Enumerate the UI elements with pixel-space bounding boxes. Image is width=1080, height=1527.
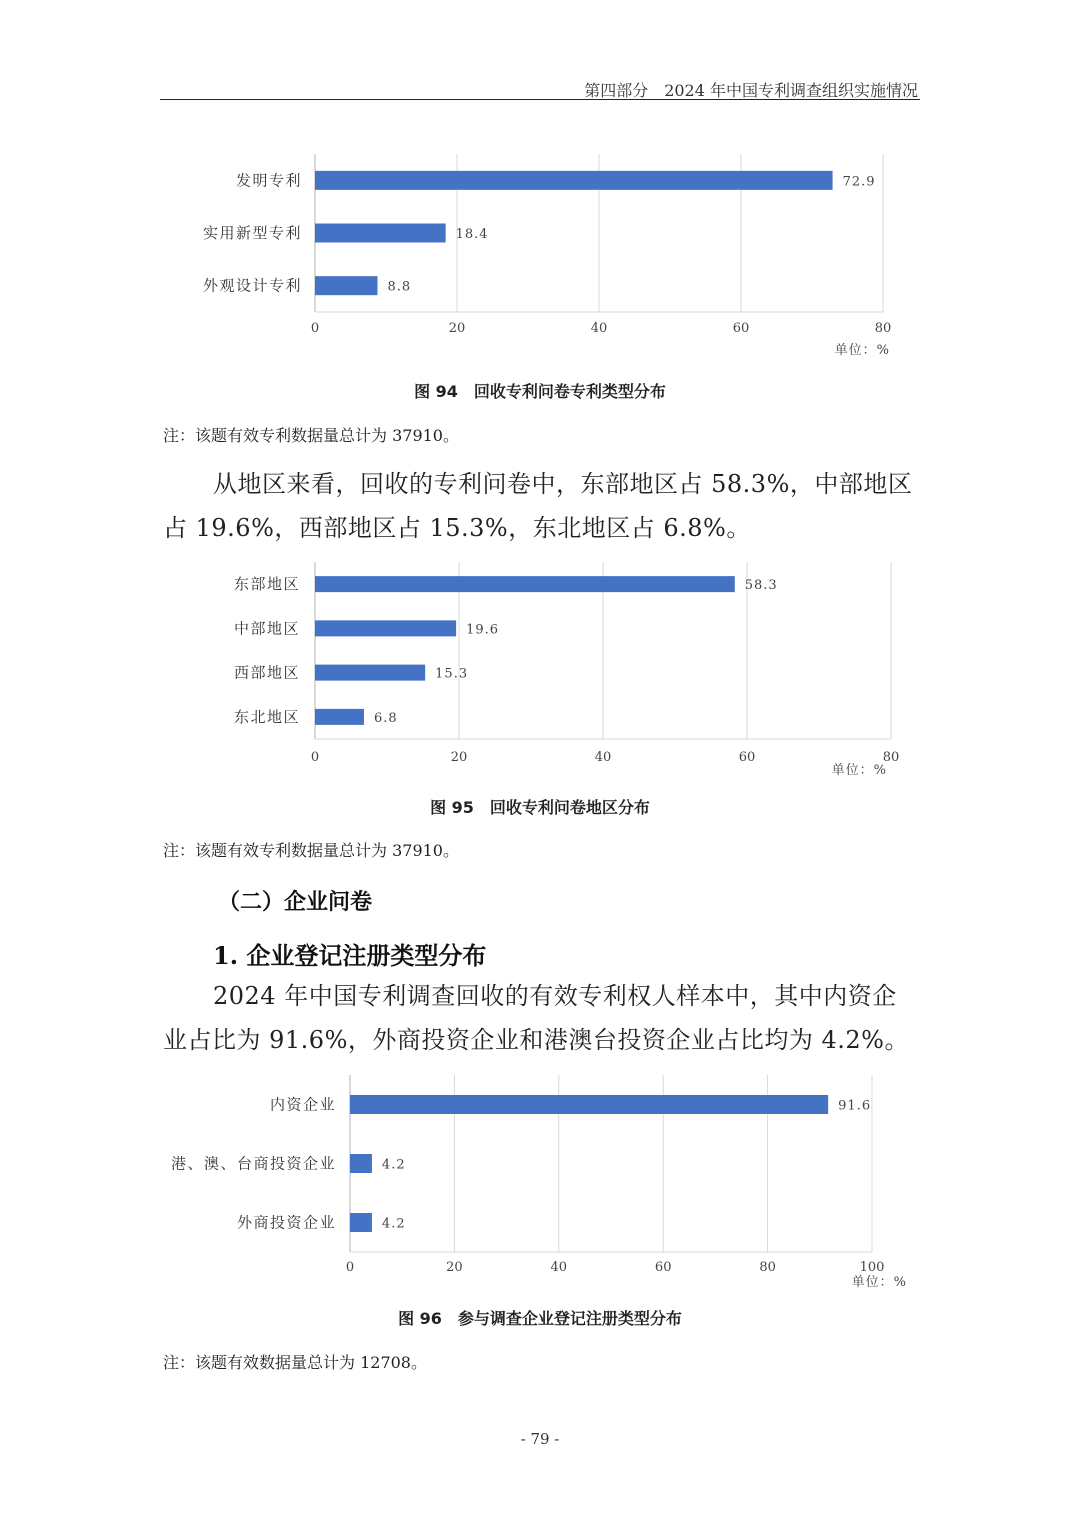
page-header: 第四部分 2024 年中国专利调查组织实施情况 <box>584 81 918 100</box>
unit-label: 单位：% <box>831 763 887 778</box>
category-label: 发明专利 <box>235 171 302 190</box>
x-tick-label: 60 <box>738 750 756 765</box>
region-paragraph <box>163 462 923 550</box>
data-label: 15.3 <box>435 666 469 682</box>
x-tick-label: 80 <box>759 1260 776 1275</box>
bar <box>315 620 456 636</box>
category-label: 中部地区 <box>233 619 300 638</box>
enterprise-paragraph-line1: 2024 年中国专利调查回收的有效专利权人样本中，其中内资企 <box>213 982 897 1010</box>
bar <box>315 709 364 725</box>
x-tick-label: 0 <box>345 1260 355 1275</box>
x-tick-label: 0 <box>310 321 320 336</box>
x-tick-label: 60 <box>654 1260 672 1275</box>
category-label: 外观设计专利 <box>202 276 302 295</box>
page-number: - 79 - <box>520 1430 560 1448</box>
category-label: 实用新型专利 <box>202 224 302 242</box>
figure-95-caption: 图 95 回收专利问卷地区分布 <box>430 798 650 817</box>
x-tick-label: 0 <box>310 750 320 765</box>
figure-96-note: 注：该题有效数据量总计为 12708。 <box>163 1353 427 1372</box>
figure-96-caption: 图 96 参与调查企业登记注册类型分布 <box>398 1309 682 1328</box>
region-chart <box>150 555 920 785</box>
category-label: 东部地区 <box>233 575 300 594</box>
x-tick-label: 20 <box>446 1260 463 1275</box>
bar <box>350 1154 372 1173</box>
region-paragraph-line2: 占 19.6%，西部地区占 15.3%，东北地区占 6.8%。 <box>163 514 751 542</box>
data-label: 6.8 <box>373 710 398 726</box>
bar <box>315 276 377 295</box>
figure-95-note: 注：该题有效专利数据量总计为 37910。 <box>163 841 459 860</box>
region-paragraph-line1: 从地区来看，回收的专利问卷中，东部地区占 58.3%，中部地区 <box>213 470 913 498</box>
bar <box>315 665 425 681</box>
x-tick-label: 80 <box>874 321 892 336</box>
x-tick-label: 20 <box>448 321 466 336</box>
category-label: 东北地区 <box>233 707 300 726</box>
x-tick-label: 100 <box>859 1260 885 1275</box>
figure-94-note: 注：该题有效专利数据量总计为 37910。 <box>163 426 459 445</box>
enterprise-paragraph-line2: 业占比为 91.6%，外商投资企业和港澳台投资企业占比均为 4.2%。 <box>163 1026 909 1054</box>
enterprise-type-chart <box>150 1068 920 1293</box>
data-label: 58.3 <box>744 578 778 594</box>
bar <box>315 224 446 243</box>
bar <box>315 576 735 592</box>
data-label: 72.9 <box>842 174 876 190</box>
data-label: 19.6 <box>466 622 500 638</box>
category-label: 西部地区 <box>233 663 300 682</box>
figure-94-caption: 图 94 回收专利问卷专利类型分布 <box>414 382 666 401</box>
data-label: 91.6 <box>838 1098 872 1114</box>
patent-type-chart <box>150 140 920 370</box>
x-tick-label: 40 <box>550 1260 568 1275</box>
x-tick-label: 60 <box>732 321 750 336</box>
x-tick-label: 80 <box>882 750 900 765</box>
data-label: 4.2 <box>381 1216 406 1232</box>
enterprise-paragraph <box>163 974 923 1062</box>
category-label: 外商投资企业 <box>236 1213 336 1232</box>
data-label: 4.2 <box>381 1157 406 1173</box>
bar <box>350 1213 372 1232</box>
bar <box>315 171 833 190</box>
category-label: 内资企业 <box>269 1095 336 1114</box>
sub-heading: 1. 企业登记注册类型分布 <box>213 941 487 970</box>
header-rule <box>160 99 920 100</box>
data-label: 8.8 <box>387 279 412 295</box>
x-tick-label: 40 <box>594 750 612 765</box>
unit-label: 单位：% <box>834 343 890 358</box>
x-tick-label: 40 <box>590 321 608 336</box>
x-tick-label: 20 <box>450 750 468 765</box>
category-label: 港、澳、台商投资企业 <box>170 1154 336 1173</box>
data-label: 18.4 <box>455 227 489 242</box>
bar <box>350 1095 828 1114</box>
unit-label: 单位：% <box>851 1275 907 1290</box>
section-heading: （二）企业问卷 <box>218 890 373 915</box>
